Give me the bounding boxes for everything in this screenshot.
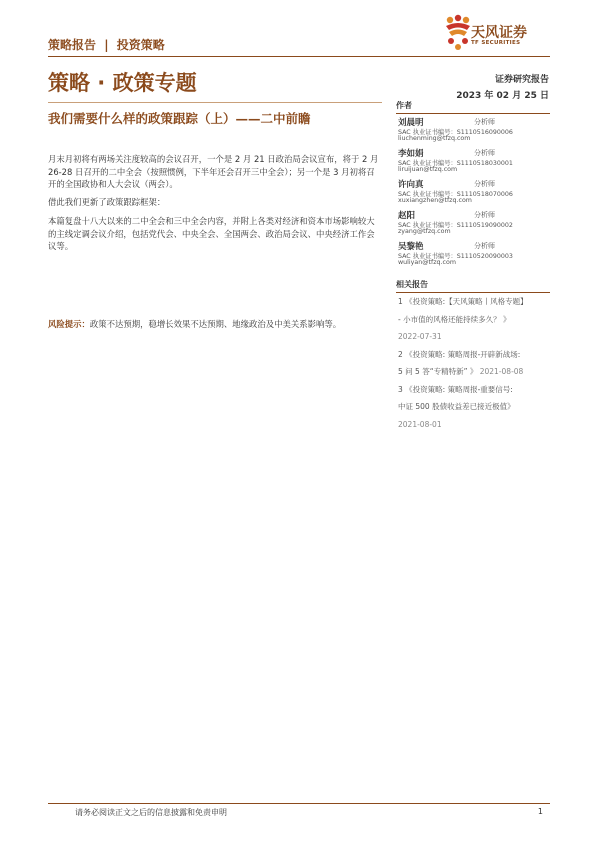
related-report-text[interactable]: 3 《投资策略: 策略周报-重要信号: <box>398 384 513 394</box>
sidebar <box>396 100 550 433</box>
author-name: 赵阳 <box>398 211 416 221</box>
related-report-line[interactable] <box>396 398 550 416</box>
author-role: 分析师 <box>474 211 495 219</box>
related-report-text[interactable]: 中证 500 股债收益差已接近极值》 <box>398 402 515 411</box>
risk-warning <box>48 318 382 331</box>
report-date: 2023 年 02 月 25 日 <box>456 91 549 101</box>
related-report-line <box>396 416 550 434</box>
author-item <box>396 145 550 176</box>
risk-text: 政策不达预期，稳增长效果不达预期、地缘政治及中美关系影响等。 <box>89 319 342 329</box>
author-cert: SAC 执业证书编号：S1110518070006 <box>398 191 513 198</box>
body-paragraph-1: 月末月初将有两场关注度较高的会议召开，一个是 2 月 21 日政治局会议宣布，将于 2 月 26-28 日召开的二中全会（按照惯例，下半年还会召开三中全会）；另一个是 3 月初将召开的全国政协和人大会议（两会）。 <box>48 154 379 189</box>
body-paragraph-2: 借此我们更新了政策跟踪框架： <box>48 197 166 207</box>
related-report-line[interactable] <box>396 346 550 364</box>
logo-text-cn: 天风证券 <box>471 25 527 41</box>
related-report-line[interactable] <box>396 311 550 329</box>
author-item <box>396 176 550 207</box>
related-reports-title: 相关报告 <box>396 279 550 293</box>
category-separator: | <box>104 38 109 52</box>
author-email[interactable]: liuchenming@tfzq.com <box>398 135 471 142</box>
footer-disclaimer: 请务必阅读正文之后的信息披露和免责申明 <box>75 808 227 817</box>
author-email[interactable]: wuliyan@tfzq.com <box>398 259 456 266</box>
risk-label: 风险提示： <box>48 319 90 329</box>
related-report-text[interactable]: 1 《投资策略:【天风策略丨风格专题】 <box>398 297 528 306</box>
footer-divider <box>48 803 550 804</box>
author-role: 分析师 <box>474 180 495 188</box>
subtitle-divider <box>48 102 382 103</box>
report-category: 策略报告 <box>48 38 97 52</box>
report-type: 证券研究报告 <box>494 75 549 85</box>
related-report-line[interactable] <box>396 293 550 311</box>
author-email[interactable]: xuxiangzhen@tfzq.com <box>398 197 472 204</box>
related-report-line[interactable] <box>396 363 550 381</box>
author-name: 李如娟 <box>398 149 424 159</box>
page-title: 策略 · 政策专题 <box>48 71 197 95</box>
author-cert: SAC 执业证书编号：S1110518030001 <box>398 160 513 167</box>
related-report-line <box>396 328 550 346</box>
page-number: 1 <box>537 807 543 816</box>
related-report-text[interactable]: 5 问 5 答“专精特新” 》 <box>398 367 480 376</box>
author-item <box>396 114 550 145</box>
author-item <box>396 207 550 238</box>
related-report-text[interactable]: - 小市值的风格还能持续多久？ 》 <box>398 314 511 324</box>
logo-text-en: TF SECURITIES <box>471 40 521 46</box>
related-report-text[interactable]: 2 《投资策略: 策略周报-开辟新战场: <box>398 349 521 359</box>
author-cert: SAC 执业证书编号：S1110519090002 <box>398 222 513 229</box>
author-role: 分析师 <box>474 242 495 250</box>
report-category-bar <box>48 36 165 53</box>
author-name: 许向真 <box>398 180 424 190</box>
author-role: 分析师 <box>474 118 495 126</box>
related-report-date: 2021-08-01 <box>398 419 442 429</box>
author-email[interactable]: zyang@tfzq.com <box>398 228 451 235</box>
authors-title: 作者 <box>396 100 550 114</box>
related-report-date: 2022-07-31 <box>398 332 442 341</box>
related-report-line[interactable] <box>396 381 550 399</box>
author-cert: SAC 执业证书编号：S1110516090006 <box>398 129 513 136</box>
related-report-date: 2021-08-08 <box>479 367 524 376</box>
header-divider <box>48 56 550 57</box>
body-paragraph-3: 本篇复盘十八大以来的二中全会和三中全会内容，并附上各类对经济和资本市场影响较大的主线定调会议介绍，包括党代会、中央全会、全国两会、政治局会议、中央经济工作会议等。 <box>48 216 375 251</box>
author-cert: SAC 执业证书编号：S1110520090003 <box>398 253 513 260</box>
author-role: 分析师 <box>474 149 495 157</box>
author-name: 刘晨明 <box>398 118 424 128</box>
report-subcategory: 投资策略 <box>116 38 165 52</box>
author-name: 吴黎艳 <box>398 242 424 252</box>
author-item <box>396 238 550 269</box>
author-email[interactable]: liruijuan@tfzq.com <box>398 166 458 173</box>
report-subtitle: 我们需要什么样的政策跟踪（上）——二中前瞻 <box>48 111 311 126</box>
